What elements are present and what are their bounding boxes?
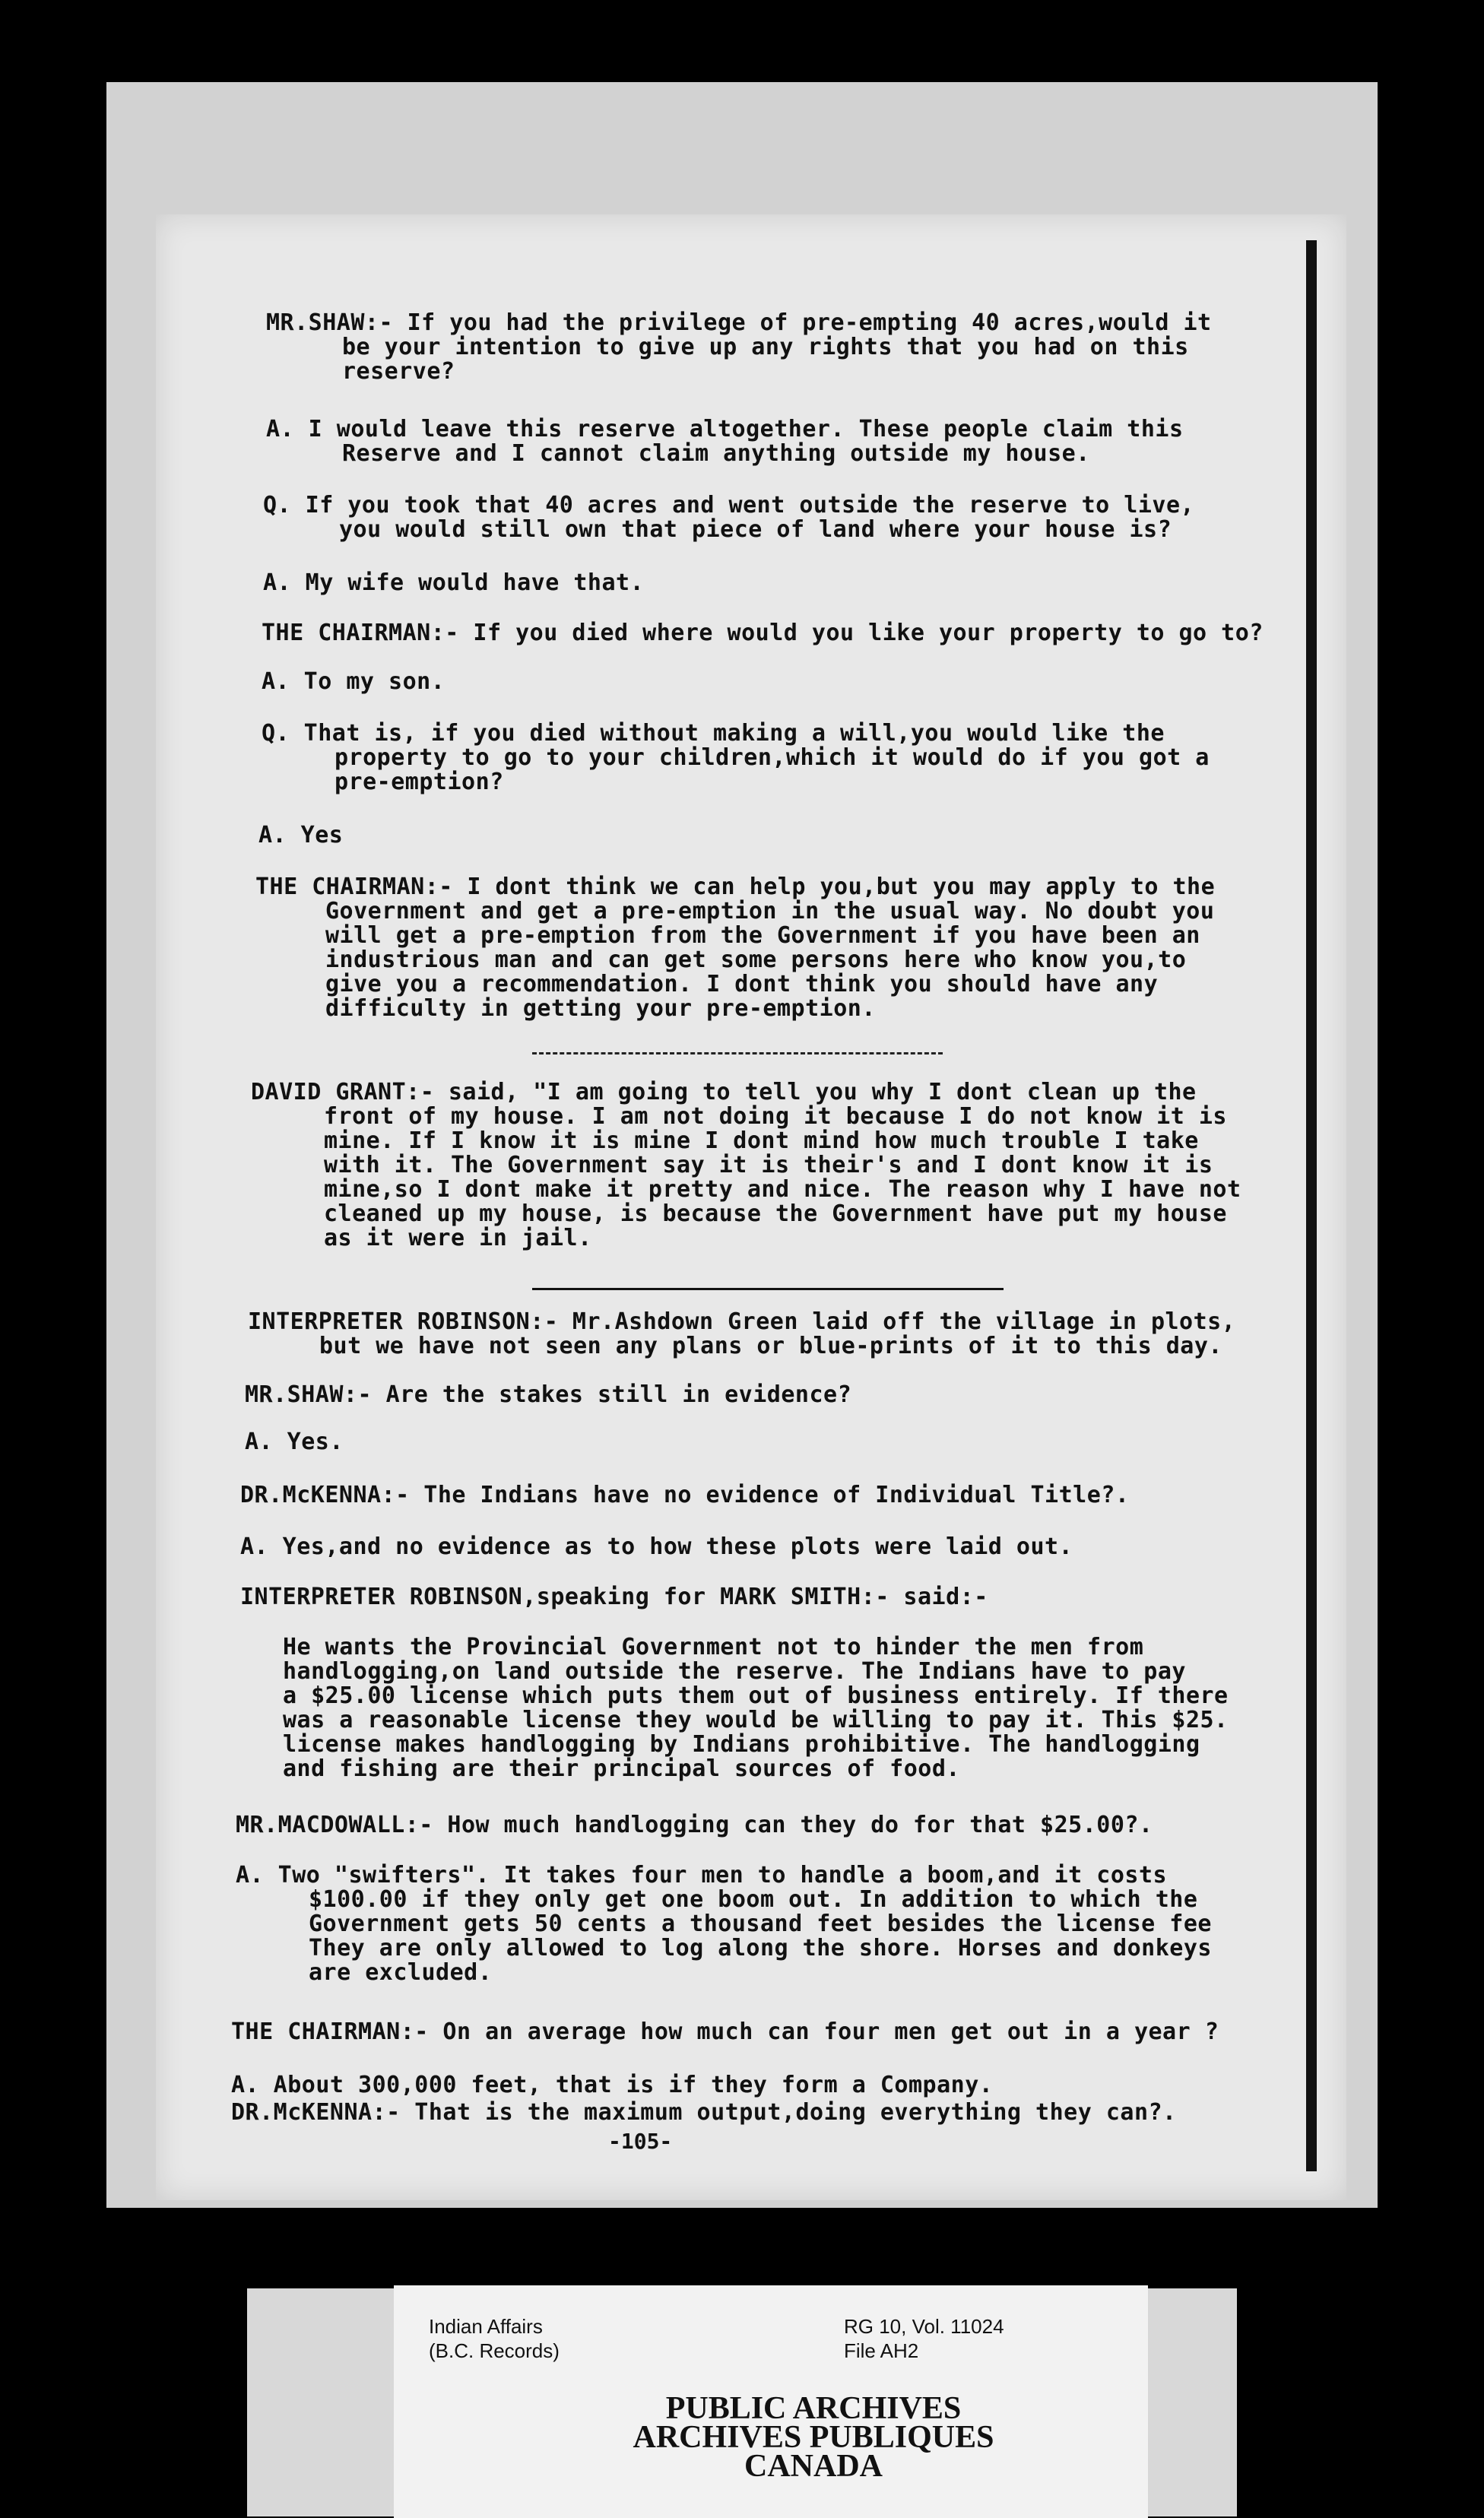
text-line: INTERPRETER ROBINSON,speaking for MARK SMITH:- said:-: [240, 1584, 988, 1610]
text-line: A. To my son.: [262, 668, 446, 695]
text-line: pre-emption?: [335, 769, 504, 795]
text-line: He wants the Provincial Government not to hinder the men from: [283, 1634, 1144, 1660]
text-line: A. Yes,and no evidence as to how these plots were laid out.: [240, 1533, 1073, 1560]
text-line: mine. If I know it is mine I dont mind how much trouble I take: [324, 1127, 1199, 1154]
text-line: DR.McKENNA:- That is the maximum output,doing everything they can?.: [231, 2099, 1177, 2126]
text-line: $100.00 if they only get one boom out. In addition to which the: [309, 1886, 1198, 1913]
text-line: industrious man and can get some persons here who know you,to: [325, 947, 1187, 973]
text-line: are excluded.: [309, 1959, 493, 1986]
text-line: as it were in jail.: [324, 1225, 592, 1251]
text-line: DAVID GRANT:- said, "I am going to tell you why I dont clean up the: [251, 1079, 1197, 1105]
text-line: difficulty in getting your pre-emption.: [325, 995, 876, 1022]
text-line: A. Yes: [258, 822, 344, 848]
text-line: DR.McKENNA:- The Indians have no evidence of Individual Title?.: [240, 1482, 1130, 1508]
page-number: -105-: [608, 2129, 673, 2154]
text-line: and fishing are their principal sources of food.: [283, 1755, 960, 1782]
text-line: mine,so I dont make it pretty and nice. The reason why I have not: [324, 1176, 1241, 1203]
text-line: reserve?: [342, 358, 455, 385]
collection-name: Indian Affairs: [429, 2315, 543, 2338]
text-line: license makes handlogging by Indians prohibitive. The handlogging: [283, 1731, 1200, 1758]
text-line: A. Yes.: [245, 1429, 344, 1455]
text-line: Reserve and I cannot claim anything outside my house.: [342, 440, 1090, 467]
text-line: cleaned up my house, is because the Government have put my house: [324, 1200, 1227, 1227]
text-line: Q. If you took that 40 acres and went outside the reserve to live,: [263, 492, 1195, 519]
text-line: front of my house. I am not doing it because I do not know it is: [324, 1103, 1227, 1130]
archive-title-line3: CANADA: [744, 2449, 883, 2484]
text-line: but we have not seen any plans or blue-prints of it to this day.: [319, 1333, 1222, 1359]
text-line: They are only allowed to log along the shore. Horses and donkeys: [309, 1935, 1212, 1961]
text-line: A. I would leave this reserve altogether. These people claim this: [266, 416, 1184, 442]
text-line: Government gets 50 cents a thousand feet besides the license fee: [309, 1911, 1212, 1937]
text-line: with it. The Government say it is their's and I dont know it is: [324, 1152, 1213, 1178]
text-line: property to go to your children,which it would do if you got a: [335, 744, 1210, 771]
text-line: A. Two "swifters". It takes four men to handle a boom,and it costs: [236, 1862, 1168, 1888]
record-group: RG 10, Vol. 11024: [844, 2315, 1004, 2338]
text-line: Q. That is, if you died without making a will,you would like the: [262, 720, 1165, 747]
text-line: a $25.00 license which puts them out of business entirely. If there: [283, 1682, 1229, 1709]
text-line: will get a pre-emption from the Government if you have been an: [325, 922, 1200, 949]
section-divider: [532, 1288, 1004, 1290]
text-line: MR.MACDOWALL:- How much handlogging can they do for that $25.00?.: [236, 1812, 1153, 1838]
archive-title-line1: PUBLIC ARCHIVES: [665, 2391, 962, 2426]
text-line: A. My wife would have that.: [263, 569, 645, 596]
text-line: Government and get a pre-emption in the usual way. No doubt you: [325, 898, 1215, 924]
text-line: give you a recommendation. I dont think you should have any: [325, 971, 1159, 997]
text-line: was a reasonable license they would be willing to pay it. This $25.: [283, 1707, 1229, 1733]
text-line: THE CHAIRMAN:- If you died where would you like your property to go to?: [262, 620, 1264, 646]
text-line: THE CHAIRMAN:- On an average how much can four men get out in a year ?: [231, 2019, 1219, 2045]
text-line: you would still own that piece of land where your house is?: [339, 516, 1172, 543]
file-reference: File AH2: [844, 2339, 919, 2362]
text-line: A. About 300,000 feet, that is if they form a Company.: [231, 2072, 994, 2098]
text-line: handlogging,on land outside the reserve. The Indians have to pay: [283, 1658, 1186, 1685]
archive-title-line2: ARCHIVES PUBLIQUES: [633, 2420, 994, 2455]
text-line: be your intention to give up any rights that you had on this: [342, 334, 1189, 360]
text-line: MR.SHAW:- Are the stakes still in evidence?: [245, 1381, 852, 1408]
text-line: INTERPRETER ROBINSON:- Mr.Ashdown Green laid off the village in plots,: [248, 1308, 1236, 1335]
section-divider: [532, 1052, 943, 1054]
text-line: MR.SHAW:- If you had the privilege of pre-empting 40 acres,would it: [266, 309, 1212, 336]
text-line: THE CHAIRMAN:- I dont think we can help you,but you may apply to the: [255, 874, 1216, 900]
collection-subtitle: (B.C. Records): [429, 2339, 560, 2362]
